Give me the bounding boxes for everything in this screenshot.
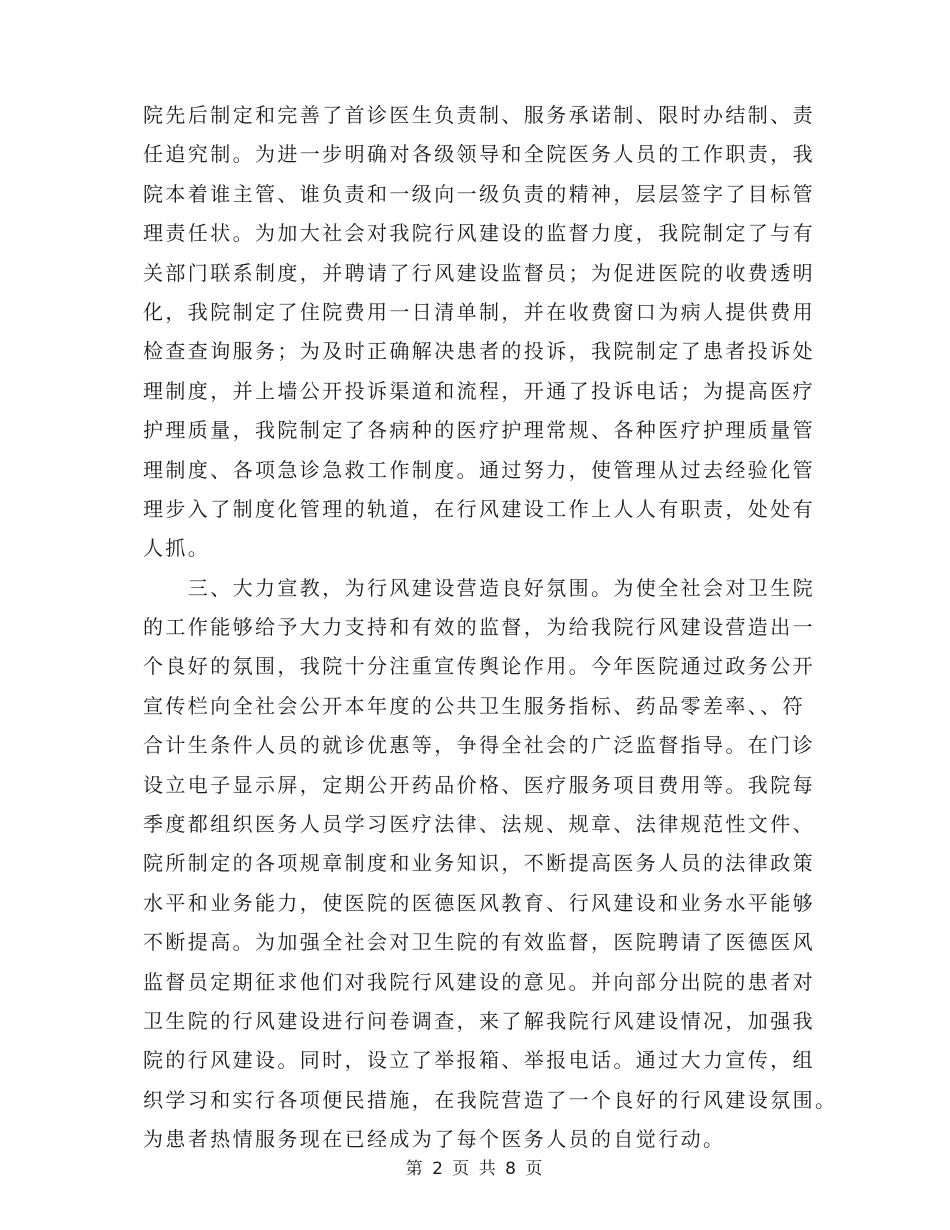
text-line: 关部门联系制度，并聘请了行风建设监督员；为促进医院的收费透明 bbox=[143, 260, 815, 285]
text-line: 的工作能够给予大力支持和有效的监督，为给我院行风建设营造出一 bbox=[143, 615, 815, 640]
text-line: 设立电子显示屏，定期公开药品价格、医疗服务项目费用等。我院每 bbox=[143, 772, 815, 797]
text-line: 织学习和实行各项便民措施，在我院营造了一个良好的行风建设氛围。 bbox=[143, 1087, 838, 1112]
text-line: 理步入了制度化管理的轨道，在行风建设工作上人人有职责，处处有 bbox=[143, 496, 815, 521]
text-line: 宣传栏向全社会公开本年度的公共卫生服务指标、药品零差率、、符 bbox=[143, 693, 805, 718]
text-line: 水平和业务能力，使医院的医德医风教育、行风建设和业务水平能够 bbox=[143, 890, 815, 915]
text-line: 理制度、各项急诊急救工作制度。通过努力，使管理从过去经验化管 bbox=[143, 457, 815, 482]
document-body bbox=[143, 96, 838, 1160]
text-line: 人抓。 bbox=[143, 536, 211, 561]
text-line: 为患者热情服务现在已经成为了每个医务人员的自觉行动。 bbox=[143, 1127, 726, 1152]
text-line: 任追究制。为进一步明确对各级领导和全院医务人员的工作职责，我 bbox=[143, 142, 815, 167]
page-number-footer: 第 2 页 共 8 页 bbox=[405, 1159, 545, 1179]
text-line: 护理质量，我院制定了各病种的医疗护理常规、各种医疗护理质量管 bbox=[143, 418, 815, 443]
text-line: 化，我院制定了住院费用一日清单制，并在收费窗口为病人提供费用 bbox=[143, 299, 815, 324]
text-line: 个良好的氛围，我院十分注重宣传舆论作用。今年医院通过政务公开 bbox=[143, 654, 815, 679]
text-line: 院所制定的各项规章制度和业务知识，不断提高医务人员的法律政策 bbox=[143, 851, 815, 876]
text-line: 合计生条件人员的就诊优惠等，争得全社会的广泛监督指导。在门诊 bbox=[143, 733, 815, 758]
text-line: 监督员定期征求他们对我院行风建设的意见。并向部分出院的患者对 bbox=[143, 969, 815, 994]
text-line: 卫生院的行风建设进行问卷调查，来了解我院行风建设情况，加强我 bbox=[143, 1008, 815, 1033]
text-line: 院的行风建设。同时，设立了举报箱、举报电话。通过大力宣传，组 bbox=[143, 1048, 815, 1073]
text-line: 检查查询服务；为及时正确解决患者的投诉，我院制定了患者投诉处 bbox=[143, 339, 815, 364]
text-line: 院本着谁主管、谁负责和一级向一级负责的精神，层层签字了目标管 bbox=[143, 181, 815, 206]
section-heading-line: 三、大力宣教，为行风建设营造良好氛围。为使全社会对卫生院 bbox=[143, 575, 815, 600]
text-line: 院先后制定和完善了首诊医生负责制、服务承诺制、限时办结制、责 bbox=[143, 103, 815, 127]
text-line: 理责任状。为加大社会对我院行风建设的监督力度，我院制定了与有 bbox=[143, 221, 815, 246]
text-line: 季度都组织医务人员学习医疗法律、法规、规章、法律规范性文件、 bbox=[143, 812, 815, 837]
text-line: 不断提高。为加强全社会对卫生院的有效监督，医院聘请了医德医风 bbox=[143, 930, 815, 955]
text-line: 理制度，并上墙公开投诉渠道和流程，开通了投诉电话；为提高医疗 bbox=[143, 378, 815, 403]
